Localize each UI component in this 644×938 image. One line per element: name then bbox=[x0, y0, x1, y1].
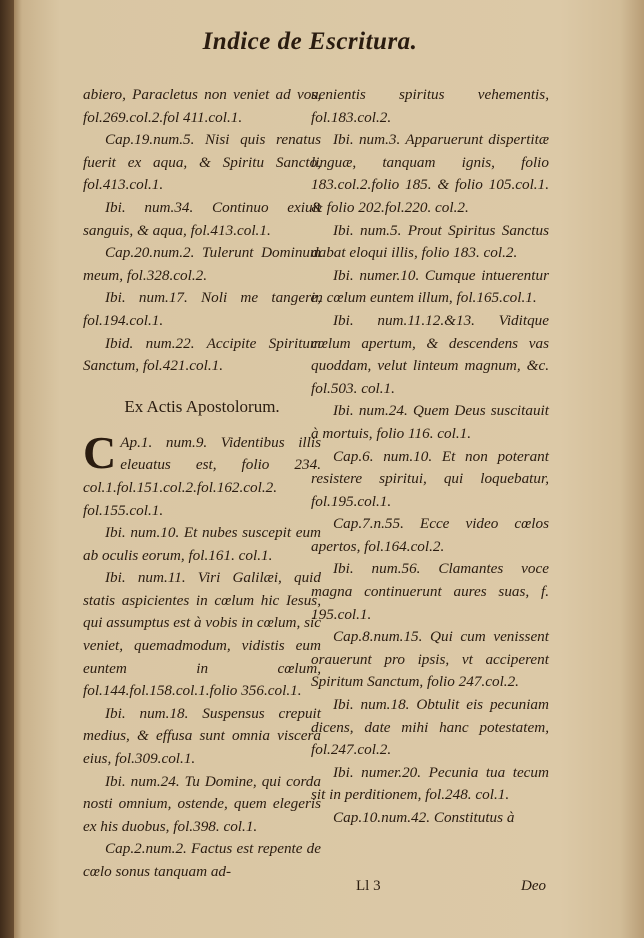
index-entry: Cap.2.num.2. Factus est repente de cœlo sonus tanquam ad- bbox=[83, 840, 321, 880]
section-heading: Ex Actis Apostolorum. bbox=[124, 396, 280, 416]
drop-cap: C bbox=[83, 426, 117, 478]
index-entry: Ibi. num.17. Noli me tangere, fol.194.col.1. bbox=[83, 289, 321, 329]
index-entry: Ibi. num.34. Continuo exiuit sanguis, & aqua, fol.413.col.1. bbox=[83, 198, 321, 239]
left-column bbox=[83, 84, 321, 884]
index-entry: Ibi. num.56. Clamantes voce magna continuerunt aures suas, f. 195.col.1. bbox=[311, 560, 549, 623]
index-entry: Ibi. num.3. Apparuerunt dispertitæ linguæ, tanquam ignis, folio 183.col.2.folio 185. & folio 105.col.1. & folio 202.fol.220. col.2. bbox=[311, 131, 549, 216]
index-entry: Ibi. num.24. Quem Deus suscitauit à mortuis, folio 116. col.1. bbox=[311, 402, 549, 442]
index-entry: Ibi. num.18. Suspensus crepuit medius, & effusa sunt omnia viscera eius, fol.309.col.1. bbox=[83, 704, 321, 768]
index-entry: Ibi. num.18. Obtulit eis pecuniam dicens, date mihi hanc potestatem, fol.247.col.2. bbox=[311, 696, 549, 759]
right-column bbox=[311, 84, 549, 830]
index-entry: Ibid. num.22. Accipite Spiritum Sanctum, fol.421.col.1. bbox=[83, 334, 321, 375]
page-title: Indice de Escritura. bbox=[202, 28, 418, 55]
index-entry: Ibi. num.24. Tu Domine, qui corda nosti omnium, ostende, quem elegeris ex his duobus, fol.398. col.1. bbox=[83, 772, 321, 835]
index-entry: uenientis spiritus vehementis, fol.183.col.2. bbox=[311, 86, 549, 126]
index-entry: Cap.20.num.2. Tulerunt Dominum meum, fol.328.col.2. bbox=[83, 244, 321, 284]
signature-mark: Ll 3 bbox=[356, 878, 381, 894]
index-entry: abiero, Paracletus non veniet ad vos, fol.269.col.2.fol 411.col.1. bbox=[83, 86, 321, 126]
index-entry: Ibi. num.11. Viri Galilæi, quid statis aspicientes in cœlum hic Iesus, qui assumptus est à vobis in cœlum, sic veniet, quemadmodum, vidistis eum euntem in cœlum, fol.144.fol.158.col.1.folio 356.col.1. bbox=[83, 569, 321, 700]
index-entry: Cap.10.num.42. Constitutus à bbox=[333, 809, 515, 826]
catchword: Deo bbox=[521, 878, 546, 894]
index-entry-text: Ap.1. num.9. Videntibus illis eleuatus est, folio 234. col.1.fol.151.col.2.fol.162.col.2. fol.155.col.1. bbox=[83, 433, 321, 519]
index-entry: Ibi. numer.10. Cumque intuerentur in cœlum euntem illum, fol.165.col.1. bbox=[311, 266, 549, 307]
index-entry: Cap.19.num.5. Nisi quis renatus fuerit ex aqua, & Spiritu Sancto, fol.413.col.1. bbox=[83, 131, 321, 194]
index-entry: Cap.8.num.15. Qui cum venissent orauerunt pro ipsis, vt acciperent Spiritum Sanctum, folio 247.col.2. bbox=[311, 628, 549, 691]
index-entry: Ibi. num.5. Prout Spiritus Sanctus dabat eloqui illis, folio 183. col.2. bbox=[311, 221, 549, 262]
index-entry: Ibi. numer.20. Pecunia tua tecum sit in perditionem, fol.248. col.1. bbox=[311, 763, 549, 804]
index-entry-first bbox=[83, 426, 321, 522]
index-entry: Cap.6. num.10. Et non poterant resistere spiritui, qui loquebatur, fol.195.col.1. bbox=[311, 447, 549, 510]
index-entry: Ibi. num.10. Et nubes suscepit eum ab oculis eorum, fol.161. col.1. bbox=[83, 524, 321, 564]
index-entry: Ibi. num.11.12.&13. Viditque cœlum apertum, & descendens vas quoddam, velut linteum magnum, &c. fol.503. col.1. bbox=[311, 311, 549, 397]
index-entry: Cap.7.n.55. Ecce video cœlos apertos, fol.164.col.2. bbox=[311, 515, 549, 555]
